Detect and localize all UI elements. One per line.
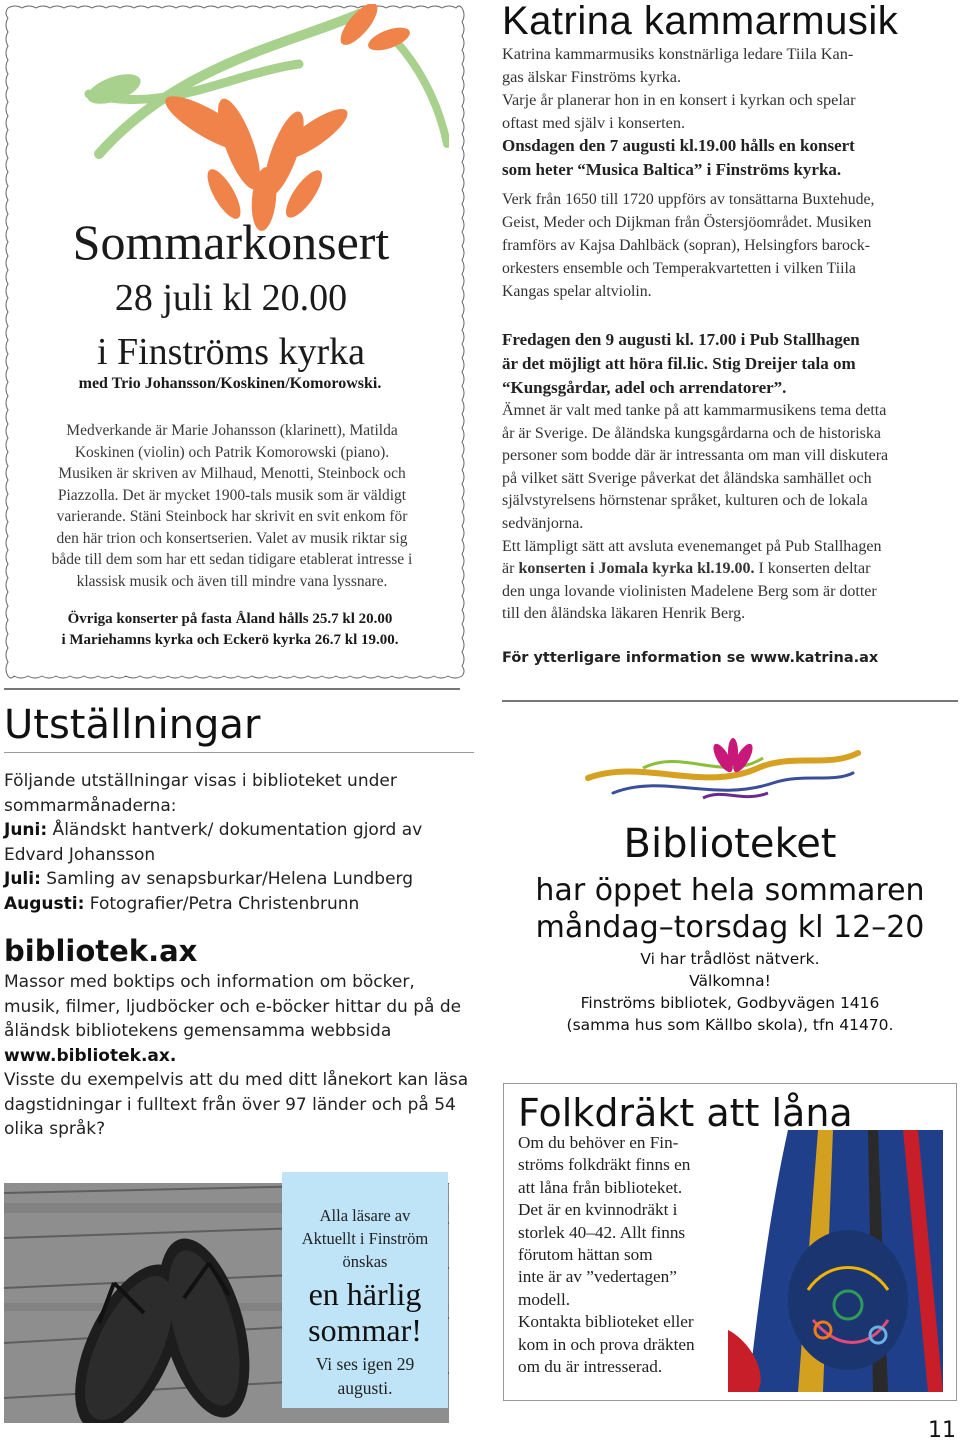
text-fragment: är bbox=[502, 560, 519, 578]
katrina-more-info-link[interactable]: För ytterligare information se www.katrina.ax bbox=[502, 650, 879, 666]
concert-date: 28 juli kl 20.00 bbox=[114, 277, 348, 319]
library-hours-line-1: har öppet hela sommaren bbox=[535, 873, 925, 908]
text-line: önskas bbox=[342, 1252, 388, 1271]
exhibition-june bbox=[4, 818, 474, 843]
text-line: Välkomna! bbox=[689, 972, 771, 990]
text-line: Medverkande är Marie Johansson (klarinett), Matilda bbox=[66, 422, 398, 439]
text-line: olika språk? bbox=[4, 1119, 106, 1139]
text-line: att låna från biblioteket. bbox=[518, 1177, 683, 1197]
folk-costume-text bbox=[518, 1132, 738, 1378]
katrina-lecture-description bbox=[502, 400, 954, 626]
library-hours-line-2: måndag–torsdag kl 12–20 bbox=[535, 910, 925, 945]
concert-performers: med Trio Johansson/Koskinen/Komorowski. bbox=[78, 375, 382, 392]
text-line: oftast med själv i konserten. bbox=[502, 113, 686, 132]
text-line: (samma hus som Källbo skola), tfn 41470. bbox=[566, 1016, 894, 1034]
text-line: sommarmånaderna: bbox=[4, 795, 177, 816]
text-line: Ett lämpligt sätt att avsluta evenemanget på Pub Stallhagen bbox=[502, 537, 882, 555]
text-line: dagstidningar i fulltext från över 97 länder och på 54 bbox=[4, 1094, 456, 1115]
text-line: Piazzolla. Det är mycket 1900-tals musik som är väldigt bbox=[57, 486, 407, 504]
note-text-bottom bbox=[282, 1352, 448, 1400]
text-line: varierande. Stäni Steinbock har skrivit en svit enkom för bbox=[56, 508, 408, 525]
text-line: den här trion och konsertserien. Valet av musik riktar sig bbox=[56, 529, 408, 547]
exhibition-july bbox=[4, 867, 474, 892]
exhibition-august bbox=[4, 892, 474, 917]
text-fragment: Samling av senapsburkar/Helena Lundberg bbox=[40, 869, 414, 889]
text-line: Massor med boktips och information om böcker, bbox=[4, 972, 415, 992]
text-line: Edvard Johansson bbox=[4, 844, 156, 865]
text-line: augusti. bbox=[337, 1378, 393, 1398]
library-title: Biblioteket bbox=[623, 821, 837, 867]
katrina-lecture bbox=[502, 328, 954, 400]
text-line: gas älskar Finströms kyrka. bbox=[502, 67, 682, 86]
text-fragment: Fotografier/Petra Christenbrunn bbox=[84, 893, 360, 914]
library-info bbox=[500, 948, 960, 1036]
bibliotek-ax-heading: bibliotek.ax bbox=[4, 934, 198, 968]
text-line: Verk från 1650 till 1720 uppförs av tonsättarna Buxtehude, bbox=[502, 191, 875, 208]
text-fragment: I konserten deltar bbox=[754, 560, 871, 578]
text-line: inte är av ”vedertagen” bbox=[518, 1267, 677, 1287]
text-line: den unga lovande violinisten Madelene Berg som är dotter bbox=[502, 582, 877, 600]
concert-place: i Finströms kyrka bbox=[96, 331, 366, 373]
text-line: till den åländska läkaren Henrik Berg. bbox=[502, 605, 746, 623]
concert-description bbox=[22, 420, 442, 592]
flower-decoration-icon bbox=[59, 4, 449, 234]
text-line: om du är intresserad. bbox=[518, 1357, 663, 1377]
note-text-top bbox=[282, 1204, 448, 1273]
text-line: Följande utställningar visas i biblioteket under bbox=[4, 771, 397, 791]
text-line: Koskinen (violin) och Patrik Komorowski (piano). bbox=[74, 443, 390, 461]
month-label: Juni: bbox=[4, 820, 48, 840]
concert-title: Sommarkonsert bbox=[72, 214, 390, 270]
folk-costume-photo bbox=[728, 1130, 943, 1392]
exhibitions-list bbox=[4, 769, 474, 916]
text-line: musik, filmer, ljudböcker och e-böcker hittar du på de bbox=[4, 996, 462, 1017]
lecture-line: “Kungsgårdar, adel och arrendatorer”. bbox=[502, 378, 787, 397]
text-line: åländsk bibliotekens gemensamma webbsida bbox=[4, 1021, 392, 1041]
text-line: modell. bbox=[518, 1289, 571, 1309]
exhibitions-title: Utställningar bbox=[4, 702, 261, 748]
summer-greeting-note bbox=[282, 1172, 448, 1408]
text-line: Ämnet är valt med tanke på att kammarmusikens tema detta bbox=[502, 402, 887, 419]
text-line: Kontakta biblioteket eller bbox=[518, 1312, 694, 1332]
katrina-title: Katrina kammarmusik bbox=[502, 0, 899, 43]
bibliotek-ax-text bbox=[4, 970, 474, 1142]
katrina-intro bbox=[502, 42, 954, 182]
text-line: sedvänjorna. bbox=[502, 514, 584, 532]
text-line: självstyrelsens hörnstenar språket, kulturen och de lokala bbox=[502, 492, 868, 510]
text-line: Det är en kvinnodräkt i bbox=[518, 1200, 678, 1220]
folk-costume-title: Folkdräkt att låna bbox=[518, 1091, 853, 1135]
text-line: både till dem som har ett sedan tidigare etablerat intresse i bbox=[51, 551, 413, 568]
concert-announcement-line: Onsdagen den 7 augusti kl.19.00 hålls en konsert bbox=[502, 136, 855, 155]
concert-highlight: konserten i Jomala kyrka kl.19.00. bbox=[518, 560, 755, 578]
text-line: förutom hättan som bbox=[518, 1245, 653, 1265]
greeting-line: en härlig bbox=[308, 1276, 422, 1312]
text-line: Varje år planerar hon in en konsert i kyrkan och spelar bbox=[502, 90, 856, 109]
month-label: Juli: bbox=[4, 869, 41, 889]
text-line: Geist, Meder och Dijkman från Östersjöområdet. Musiken bbox=[502, 214, 872, 231]
text-fragment: Åländskt hantverk/ dokumentation gjord av bbox=[47, 820, 423, 840]
text-line bbox=[502, 558, 954, 581]
other-concerts-line-1: Övriga konserter på fasta Åland hålls 25.7 kl 20.00 bbox=[67, 611, 393, 627]
note-greeting bbox=[282, 1276, 448, 1348]
lecture-line: Fredagen den 9 augusti kl. 17.00 i Pub Stallhagen bbox=[502, 330, 860, 349]
text-line: Alla läsare av bbox=[319, 1206, 411, 1225]
text-line: framförs av Kajsa Dahlbäck (sopran), Helsingfors barock- bbox=[502, 237, 871, 254]
text-line: Musiken är skriven av Milhaud, Menotti, Steinbock och bbox=[58, 465, 406, 482]
text-line: ströms folkdräkt finns en bbox=[518, 1155, 691, 1175]
text-line: Kangas spelar altviolin. bbox=[502, 283, 652, 300]
text-line: Finströms bibliotek, Godbyvägen 1416 bbox=[580, 994, 880, 1012]
greeting-line: sommar! bbox=[308, 1312, 422, 1348]
bibliotek-ax-link[interactable]: www.bibliotek.ax. bbox=[4, 1045, 177, 1066]
lecture-line: är det möjligt att höra fil.lic. Stig Dreijer tala om bbox=[502, 354, 856, 373]
katrina-program bbox=[502, 188, 954, 303]
divider bbox=[4, 688, 460, 690]
month-label: Augusti: bbox=[4, 893, 85, 914]
text-line: klassisk musik och även till mindre vana lyssnare. bbox=[76, 572, 388, 590]
text-line: Om du behöver en Fin- bbox=[518, 1133, 679, 1152]
text-line: orkesters ensemble och Temperakvartetten i vilken Tiila bbox=[502, 260, 856, 277]
text-line: Katrina kammarmusiks konstnärliga ledare Tiila Kan- bbox=[502, 44, 854, 63]
divider bbox=[4, 752, 474, 753]
text-line: Aktuellt i Finström bbox=[301, 1229, 429, 1248]
concert-announcement-line: som heter “Musica Baltica” i Finströms kyrka. bbox=[502, 160, 842, 179]
text-line: på vilket sätt Sverige påverkat det åländska samhället och bbox=[502, 469, 872, 487]
text-line: kom in och prova dräkten bbox=[518, 1334, 695, 1354]
text-line: Visste du exempelvis att du med ditt lånekort kan läsa bbox=[4, 1070, 469, 1090]
text-line: Vi har trådlöst nätverk. bbox=[640, 950, 820, 968]
text-line: storlek 40–42. Allt finns bbox=[518, 1222, 686, 1242]
library-logo-icon bbox=[583, 738, 863, 808]
other-concerts-line-2: i Mariehamns kyrka och Eckerö kyrka 26.7 kl 19.00. bbox=[61, 632, 399, 648]
divider bbox=[502, 700, 958, 702]
text-line: år är Sverige. De åländska kungsgårdarna och de historiska bbox=[502, 424, 881, 442]
text-line: Vi ses igen 29 bbox=[315, 1354, 415, 1374]
text-line: personer som bodde där är intressanta om man vill diskutera bbox=[502, 447, 889, 465]
page-number: 11 bbox=[928, 1418, 956, 1443]
